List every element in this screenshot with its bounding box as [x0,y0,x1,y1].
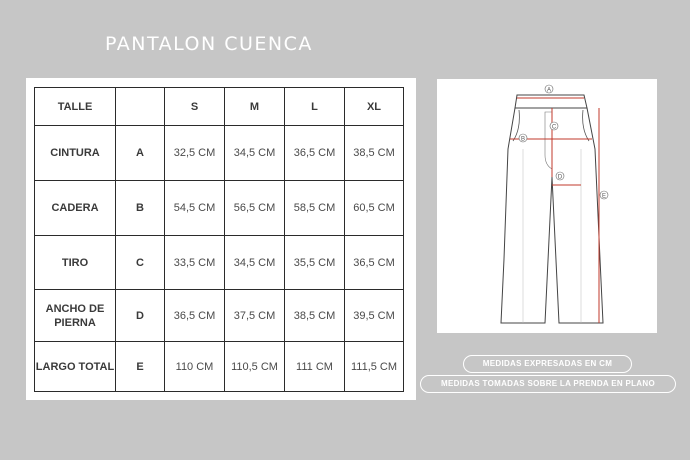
measure-label-d [556,172,564,181]
row-label: CADERA [35,181,116,236]
row-label: CINTURA [35,126,116,181]
size-table-card [26,78,416,400]
svg-text:D: D [557,174,563,181]
cell-value: 54,5 CM [165,181,225,236]
table-header-row [35,88,404,126]
header-size-xl: XL [345,88,404,126]
cell-value: 111 CM [285,342,345,392]
cell-value: 38,5 CM [285,290,345,342]
table-row [35,236,404,290]
header-size-s: S [165,88,225,126]
cell-value: 34,5 CM [225,126,285,181]
cell-value: 36,5 CM [285,126,345,181]
cell-value: 110 CM [165,342,225,392]
measure-label-c [550,122,558,131]
measure-label-e [600,191,608,200]
cell-value: 39,5 CM [345,290,404,342]
cell-value: 111,5 CM [345,342,404,392]
row-label: LARGO TOTAL [35,342,116,392]
row-letter: D [116,290,165,342]
cell-value: 37,5 CM [225,290,285,342]
pants-waistband [515,95,587,108]
page-title: PANTALON CUENCA [105,33,313,55]
row-letter: E [116,342,165,392]
cell-value: 36,5 CM [165,290,225,342]
units-note: MEDIDAS EXPRESADAS EN CM [463,355,632,373]
table-row [35,126,404,181]
row-letter: A [116,126,165,181]
cell-value: 34,5 CM [225,236,285,290]
header-letter [116,88,165,126]
cell-value: 35,5 CM [285,236,345,290]
cell-value: 60,5 CM [345,181,404,236]
measure-label-b [519,134,527,143]
pants-diagram [437,79,657,333]
table-row [35,342,404,392]
header-size-m: M [225,88,285,126]
cell-value: 56,5 CM [225,181,285,236]
header-size-l: L [285,88,345,126]
row-letter: C [116,236,165,290]
cell-value: 33,5 CM [165,236,225,290]
cell-value: 32,5 CM [165,126,225,181]
row-label: TIRO [35,236,116,290]
cell-value: 38,5 CM [345,126,404,181]
table-row [35,181,404,236]
svg-text:B: B [520,136,526,143]
row-letter: B [116,181,165,236]
cell-value: 58,5 CM [285,181,345,236]
svg-text:E: E [601,193,607,200]
row-label: ANCHO DE PIERNA [35,290,116,342]
header-talle: TALLE [35,88,116,126]
cell-value: 36,5 CM [345,236,404,290]
svg-text:C: C [551,124,557,131]
svg-text:A: A [546,87,552,94]
measure-label-a [545,85,553,94]
size-table [34,87,404,392]
method-note: MEDIDAS TOMADAS SOBRE LA PRENDA EN PLANO [420,375,676,393]
table-row [35,290,404,342]
pants-diagram-card [437,79,657,333]
cell-value: 110,5 CM [225,342,285,392]
